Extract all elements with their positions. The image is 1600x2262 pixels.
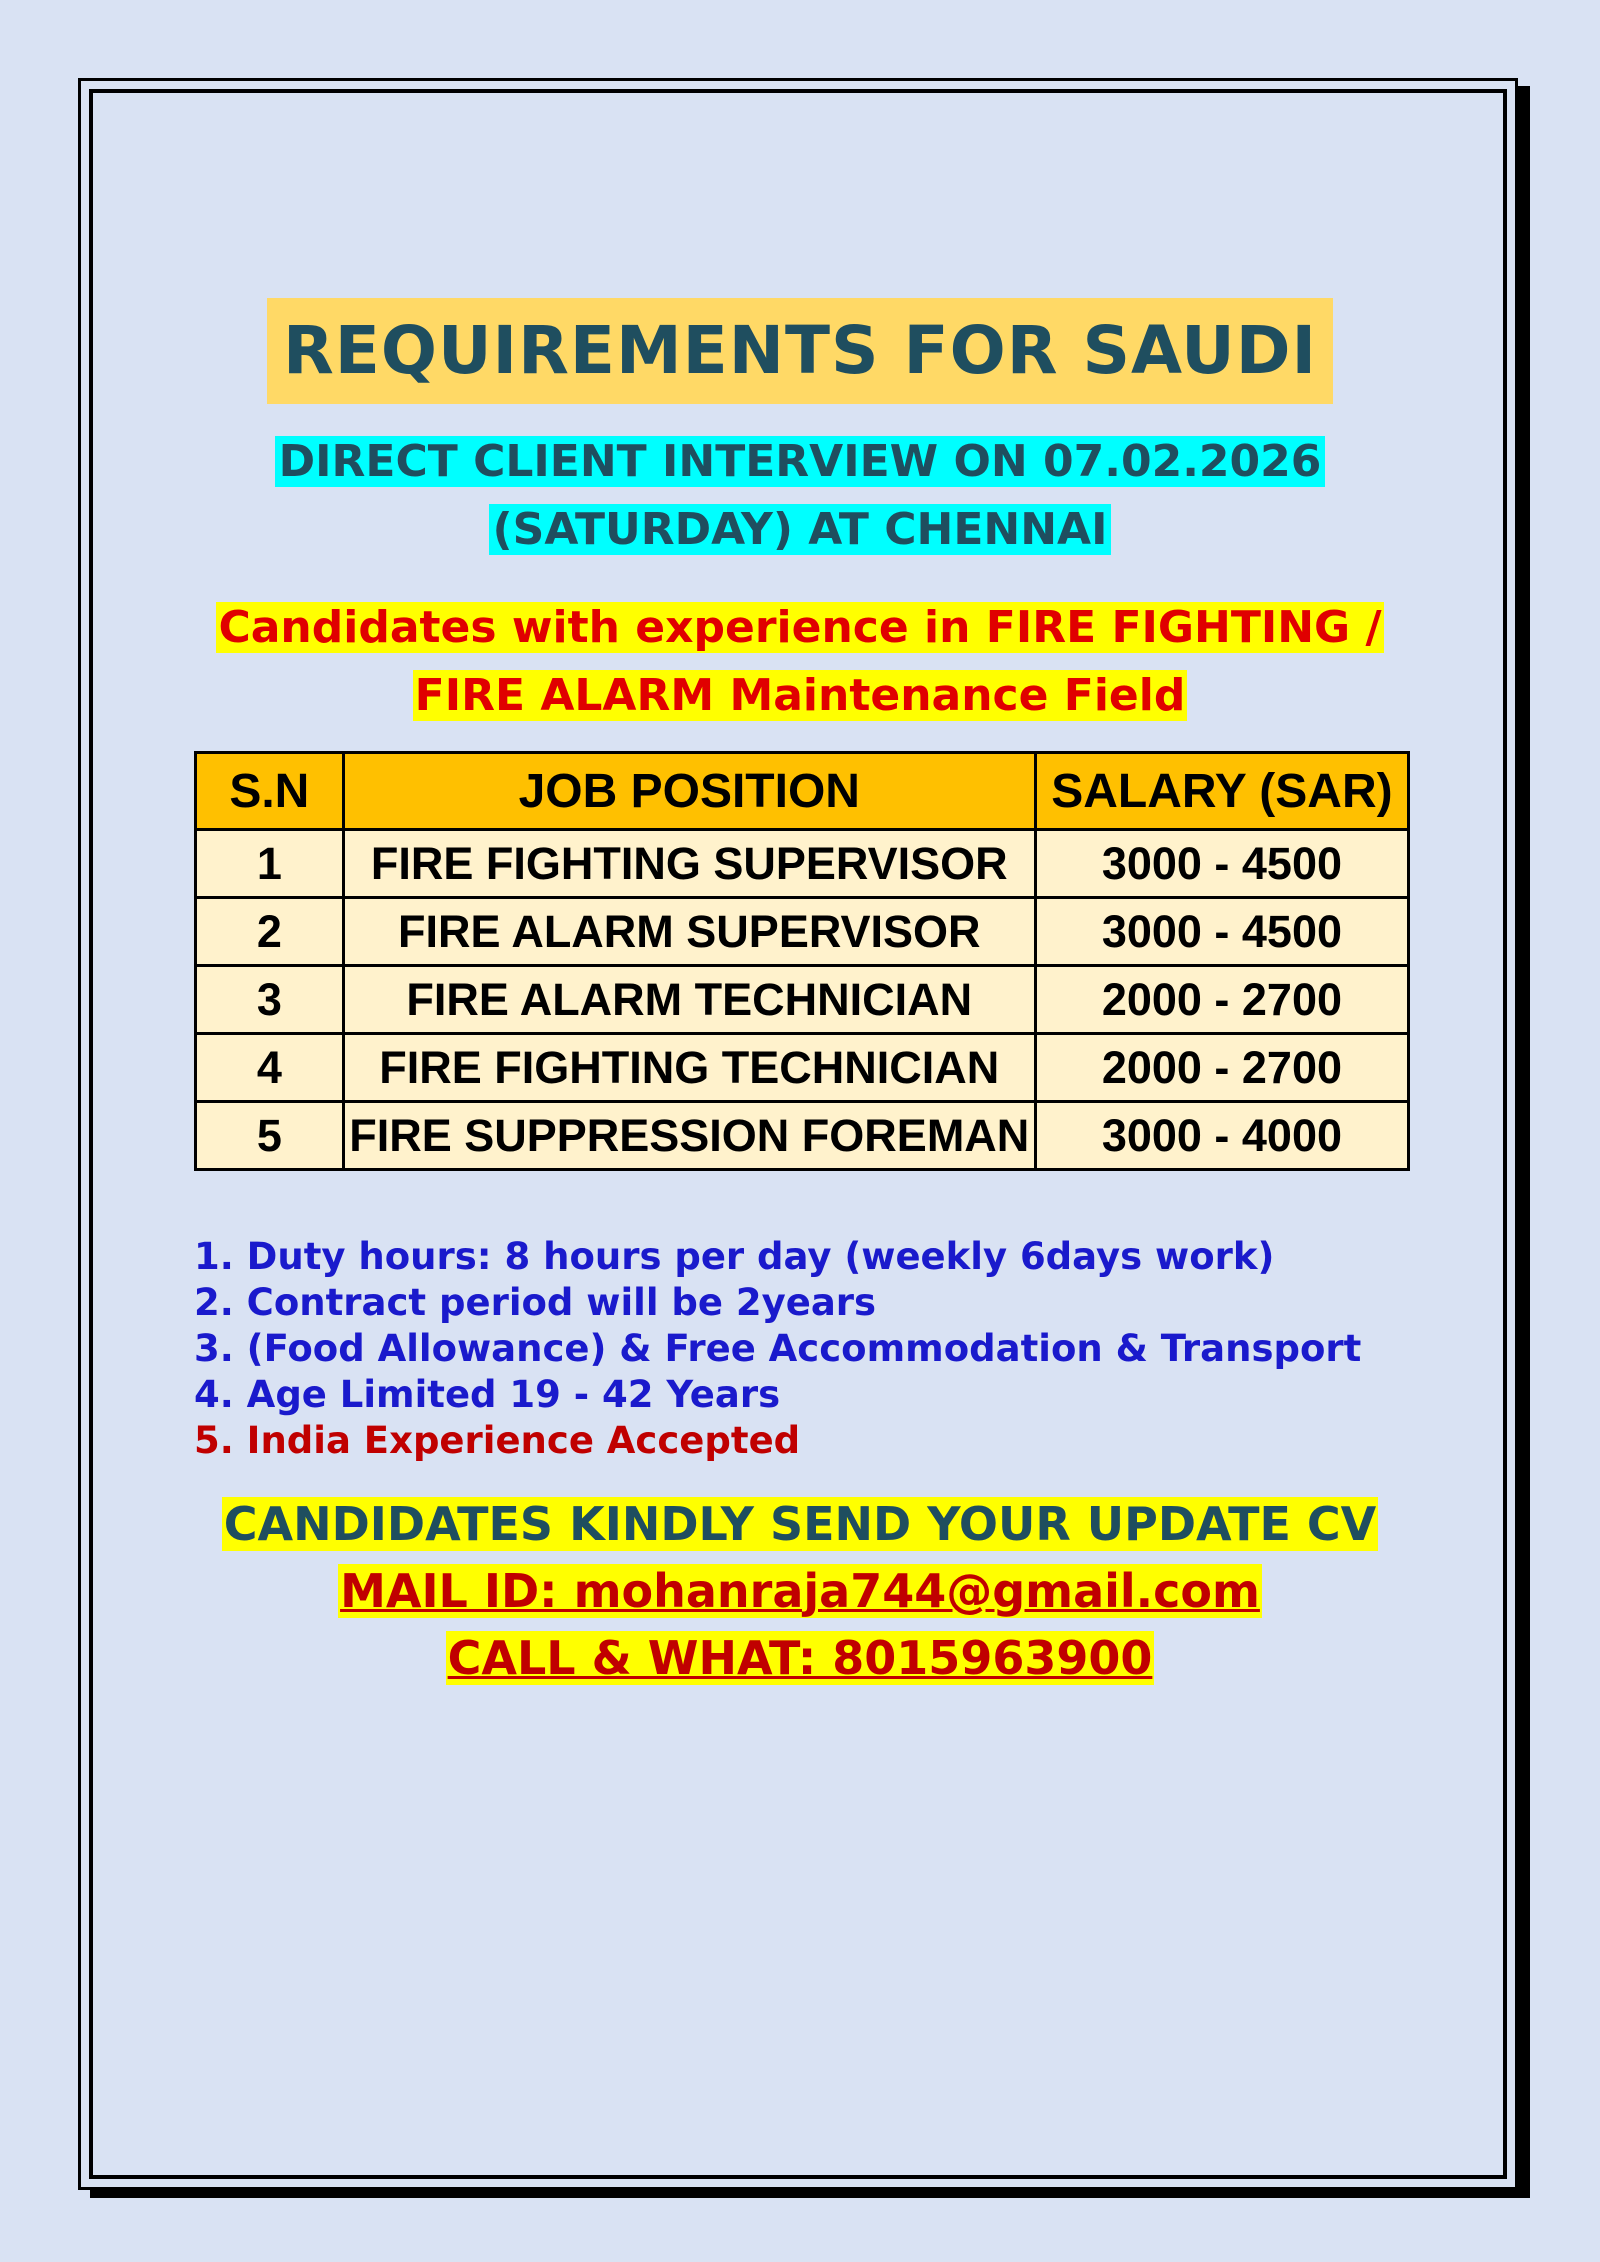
cell-position: FIRE FIGHTING TECHNICIAN: [343, 1034, 1035, 1102]
header-salary: SALARY (SAR): [1035, 753, 1408, 830]
cell-salary: 3000 - 4500: [1035, 898, 1408, 966]
terms-list: [194, 1234, 1361, 1464]
title-block: [0, 298, 1600, 404]
cell-position: FIRE ALARM SUPERVISOR: [343, 898, 1035, 966]
list-item: 2. Contract period will be 2years: [194, 1281, 877, 1324]
cell-salary: 2000 - 2700: [1035, 966, 1408, 1034]
cell-sn: 3: [196, 966, 344, 1034]
table-header-row: [196, 753, 1409, 830]
candidates-line-2: FIRE ALARM Maintenance Field: [414, 670, 1186, 721]
mail-id-link[interactable]: MAIL ID: mohanraja744@gmail.com: [340, 1564, 1260, 1618]
interview-block: [0, 428, 1600, 564]
jobs-table: [194, 751, 1410, 1171]
cell-salary: 3000 - 4500: [1035, 830, 1408, 898]
cell-sn: 4: [196, 1034, 344, 1102]
send-cv-text: CANDIDATES KINDLY SEND YOUR UPDATE CV: [223, 1497, 1377, 1551]
contact-block: [0, 1491, 1600, 1692]
cell-sn: 5: [196, 1102, 344, 1170]
table-row: [196, 1102, 1409, 1170]
cell-sn: 1: [196, 830, 344, 898]
cell-salary: 3000 - 4000: [1035, 1102, 1408, 1170]
list-item: 1. Duty hours: 8 hours per day (weekly 6days work): [194, 1235, 1275, 1278]
interview-line-2: (SATURDAY) AT CHENNAI: [489, 504, 1112, 555]
table-row: [196, 898, 1409, 966]
list-item: 3. (Food Allowance) & Free Accommodation & Transport: [194, 1327, 1362, 1370]
candidates-line-1: Candidates with experience in FIRE FIGHTING /: [218, 602, 1382, 653]
table-row: [196, 966, 1409, 1034]
table-row: [196, 830, 1409, 898]
list-item: 4. Age Limited 19 - 42 Years: [194, 1373, 781, 1416]
list-item: 5. India Experience Accepted: [194, 1419, 801, 1462]
candidates-block: [0, 594, 1600, 730]
header-job-position: JOB POSITION: [343, 753, 1035, 830]
call-whatsapp-link[interactable]: CALL & WHAT: 8015963900: [447, 1631, 1153, 1685]
cell-position: FIRE ALARM TECHNICIAN: [343, 966, 1035, 1034]
interview-line-1: DIRECT CLIENT INTERVIEW ON 07.02.2026: [275, 436, 1326, 487]
table-row: [196, 1034, 1409, 1102]
cell-salary: 2000 - 2700: [1035, 1034, 1408, 1102]
cell-position: FIRE FIGHTING SUPERVISOR: [343, 830, 1035, 898]
header-sn: S.N: [196, 753, 344, 830]
page-title: REQUIREMENTS FOR SAUDI: [267, 298, 1333, 404]
cell-position: FIRE SUPPRESSION FOREMAN: [343, 1102, 1035, 1170]
cell-sn: 2: [196, 898, 344, 966]
